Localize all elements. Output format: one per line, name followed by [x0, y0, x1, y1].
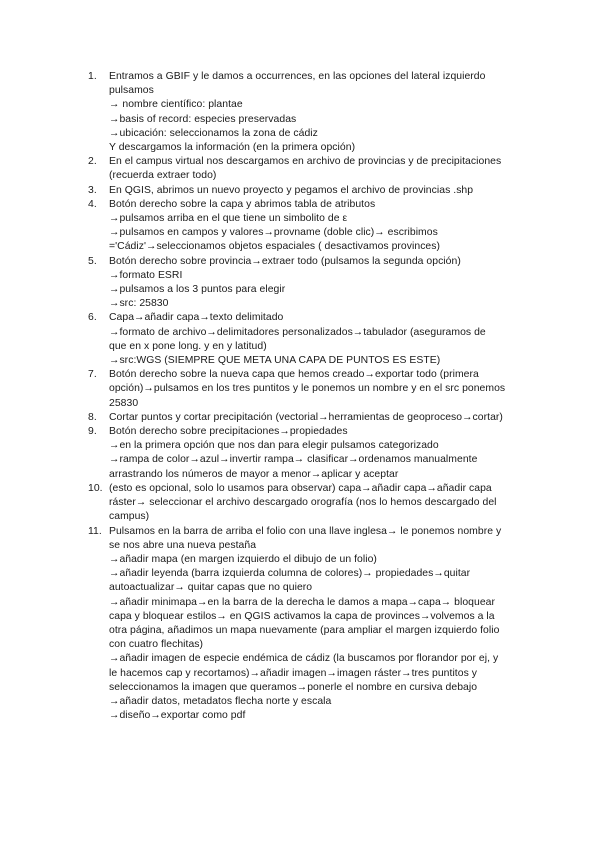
list-item [88, 198, 528, 255]
item-number: 4. [88, 198, 97, 210]
list-item [88, 311, 528, 368]
item-text-line: →añadir datos, metadatos flecha norte y escala [109, 695, 332, 707]
item-text-line: pulsamos [109, 85, 154, 97]
list-item [88, 368, 528, 411]
item-text-line: Cortar puntos y cortar precipitación (vectorial→herramientas de geoproceso→cortar) [109, 411, 503, 423]
item-text-line: → nombre científico: plantae [109, 99, 243, 111]
item-number: 7. [88, 369, 97, 381]
item-text-line: se nos abre una nueva pestaña [109, 539, 257, 551]
item-text-line: Entramos a GBIF y le damos a occurrences, en las opciones del lateral izquierdo [109, 71, 486, 82]
item-text-line: →formato ESRI [109, 269, 183, 281]
item-text-line: le hacemos cap y recortamos)→añadir imagen→imagen ráster→tres puntitos y [109, 667, 478, 679]
item-text-line: ='Cádiz'→seleccionamos objetos espaciales ( desactivamos provinces) [109, 241, 441, 253]
item-text-line: Pulsamos en la barra de arriba el folio con una llave inglesa→ le ponemos nombre y [109, 525, 502, 537]
item-text-line: otra página, añadimos un mapa nuevamente (para ampliar el margen izquierdo folio [109, 624, 500, 636]
list-item [88, 525, 528, 724]
list-item [88, 482, 528, 525]
item-text-line: Botón derecho sobre la nueva capa que hemos creado→exportar todo (primera [109, 369, 479, 381]
item-number: 9. [88, 426, 97, 438]
item-text-line: Y descargamos la información (en la primera opción) [109, 142, 356, 154]
item-text-line: arrastrando los números de mayor a menor→aplicar y aceptar [109, 468, 399, 480]
item-text-line: →añadir leyenda (barra izquierda columna de colores)→ propiedades→quitar [109, 568, 471, 580]
item-text-line: →añadir mapa (en margen izquierdo el dibujo de un folio) [109, 553, 377, 565]
item-number: 5. [88, 255, 97, 267]
item-text-line: autoactualizar→ quitar capas que no quiero [109, 582, 313, 594]
item-text-line: opción)→pulsamos en los tres puntitos y le ponemos un nombre y en el src ponemos [109, 383, 506, 395]
list-item [88, 184, 528, 198]
item-text-line: (recuerda extraer todo) [109, 170, 217, 182]
item-text-line: Botón derecho sobre la capa y abrimos tabla de atributos [109, 198, 376, 210]
item-number: 3. [88, 184, 97, 196]
item-text-line: →diseño→exportar como pdf [109, 710, 246, 722]
item-text-line: Botón derecho sobre precipitaciones→propiedades [109, 426, 348, 438]
list-item [88, 425, 528, 482]
list-item [88, 255, 528, 312]
item-text-line: →en la primera opción que nos dan para elegir pulsamos categorizado [109, 440, 439, 452]
item-text-line: campus) [109, 511, 150, 523]
item-number: 11. [88, 525, 102, 537]
item-text-line: →ubicación: seleccionamos la zona de cádiz [109, 127, 318, 139]
item-text-line: →pulsamos arriba en el que tiene un simbolito de ε [109, 213, 348, 225]
list-item [88, 70, 528, 155]
item-text-line: →añadir minimapa→en la barra de la derecha le damos a mapa→capa→ bloquear [109, 596, 496, 608]
list-item [88, 155, 528, 183]
item-text-line: capa y bloquear estilos→ en QGIS activamos la capa de provinces→volvemos a la [109, 610, 495, 622]
item-text-line: En QGIS, abrimos un nuevo proyecto y pegamos el archivo de provincias .shp [109, 184, 474, 196]
item-text-line: ráster→ seleccionar el archivo descargado orografía (nos lo hemos descargado del [109, 497, 497, 509]
item-text-line: →src:WGS (SIEMPRE QUE META UNA CAPA DE PUNTOS ES ESTE) [109, 355, 441, 367]
item-number: 8. [88, 411, 97, 423]
instruction-list [88, 70, 528, 723]
item-text-line: →pulsamos a los 3 puntos para elegir [109, 284, 286, 296]
item-text-line: (esto es opcional, solo lo usamos para observar) capa→añadir capa→añadir capa [109, 482, 492, 494]
item-text-line: 25830 [109, 397, 139, 409]
item-number: 6. [88, 312, 97, 324]
item-text-line: con cuatro flechitas) [109, 639, 204, 651]
item-text-line: →formato de archivo→delimitadores personalizados→tabulador (aseguramos de [109, 326, 486, 338]
item-text-line: →añadir imagen de especie endémica de cádiz (la buscamos por florandor por ej, y [109, 653, 499, 665]
list-item [88, 411, 528, 425]
item-text-line: →src: 25830 [109, 298, 169, 310]
item-text-line: que en x pone long. y en y latitud) [109, 340, 267, 352]
item-number: 2. [88, 156, 97, 168]
item-number: 10. [88, 482, 103, 494]
item-text-line: En el campus virtual nos descargamos en archivo de provincias y de precipitaciones [109, 156, 502, 168]
item-text-line: →pulsamos en campos y valores→provname (doble clic)→ escribimos [109, 227, 438, 239]
item-number: 1. [88, 71, 97, 82]
item-text-line: →basis of record: especies preservadas [109, 113, 297, 125]
item-text-line: Botón derecho sobre provincia→extraer todo (pulsamos la segunda opción) [109, 255, 461, 267]
item-text-line: Capa→añadir capa→texto delimitado [109, 312, 284, 324]
item-text-line: →rampa de color→azul→invertir rampa→ clasificar→ordenamos manualmente [109, 454, 478, 466]
item-text-line: seleccionamos la imagen que queramos→ponerle el nombre en cursiva debajo [109, 681, 478, 693]
